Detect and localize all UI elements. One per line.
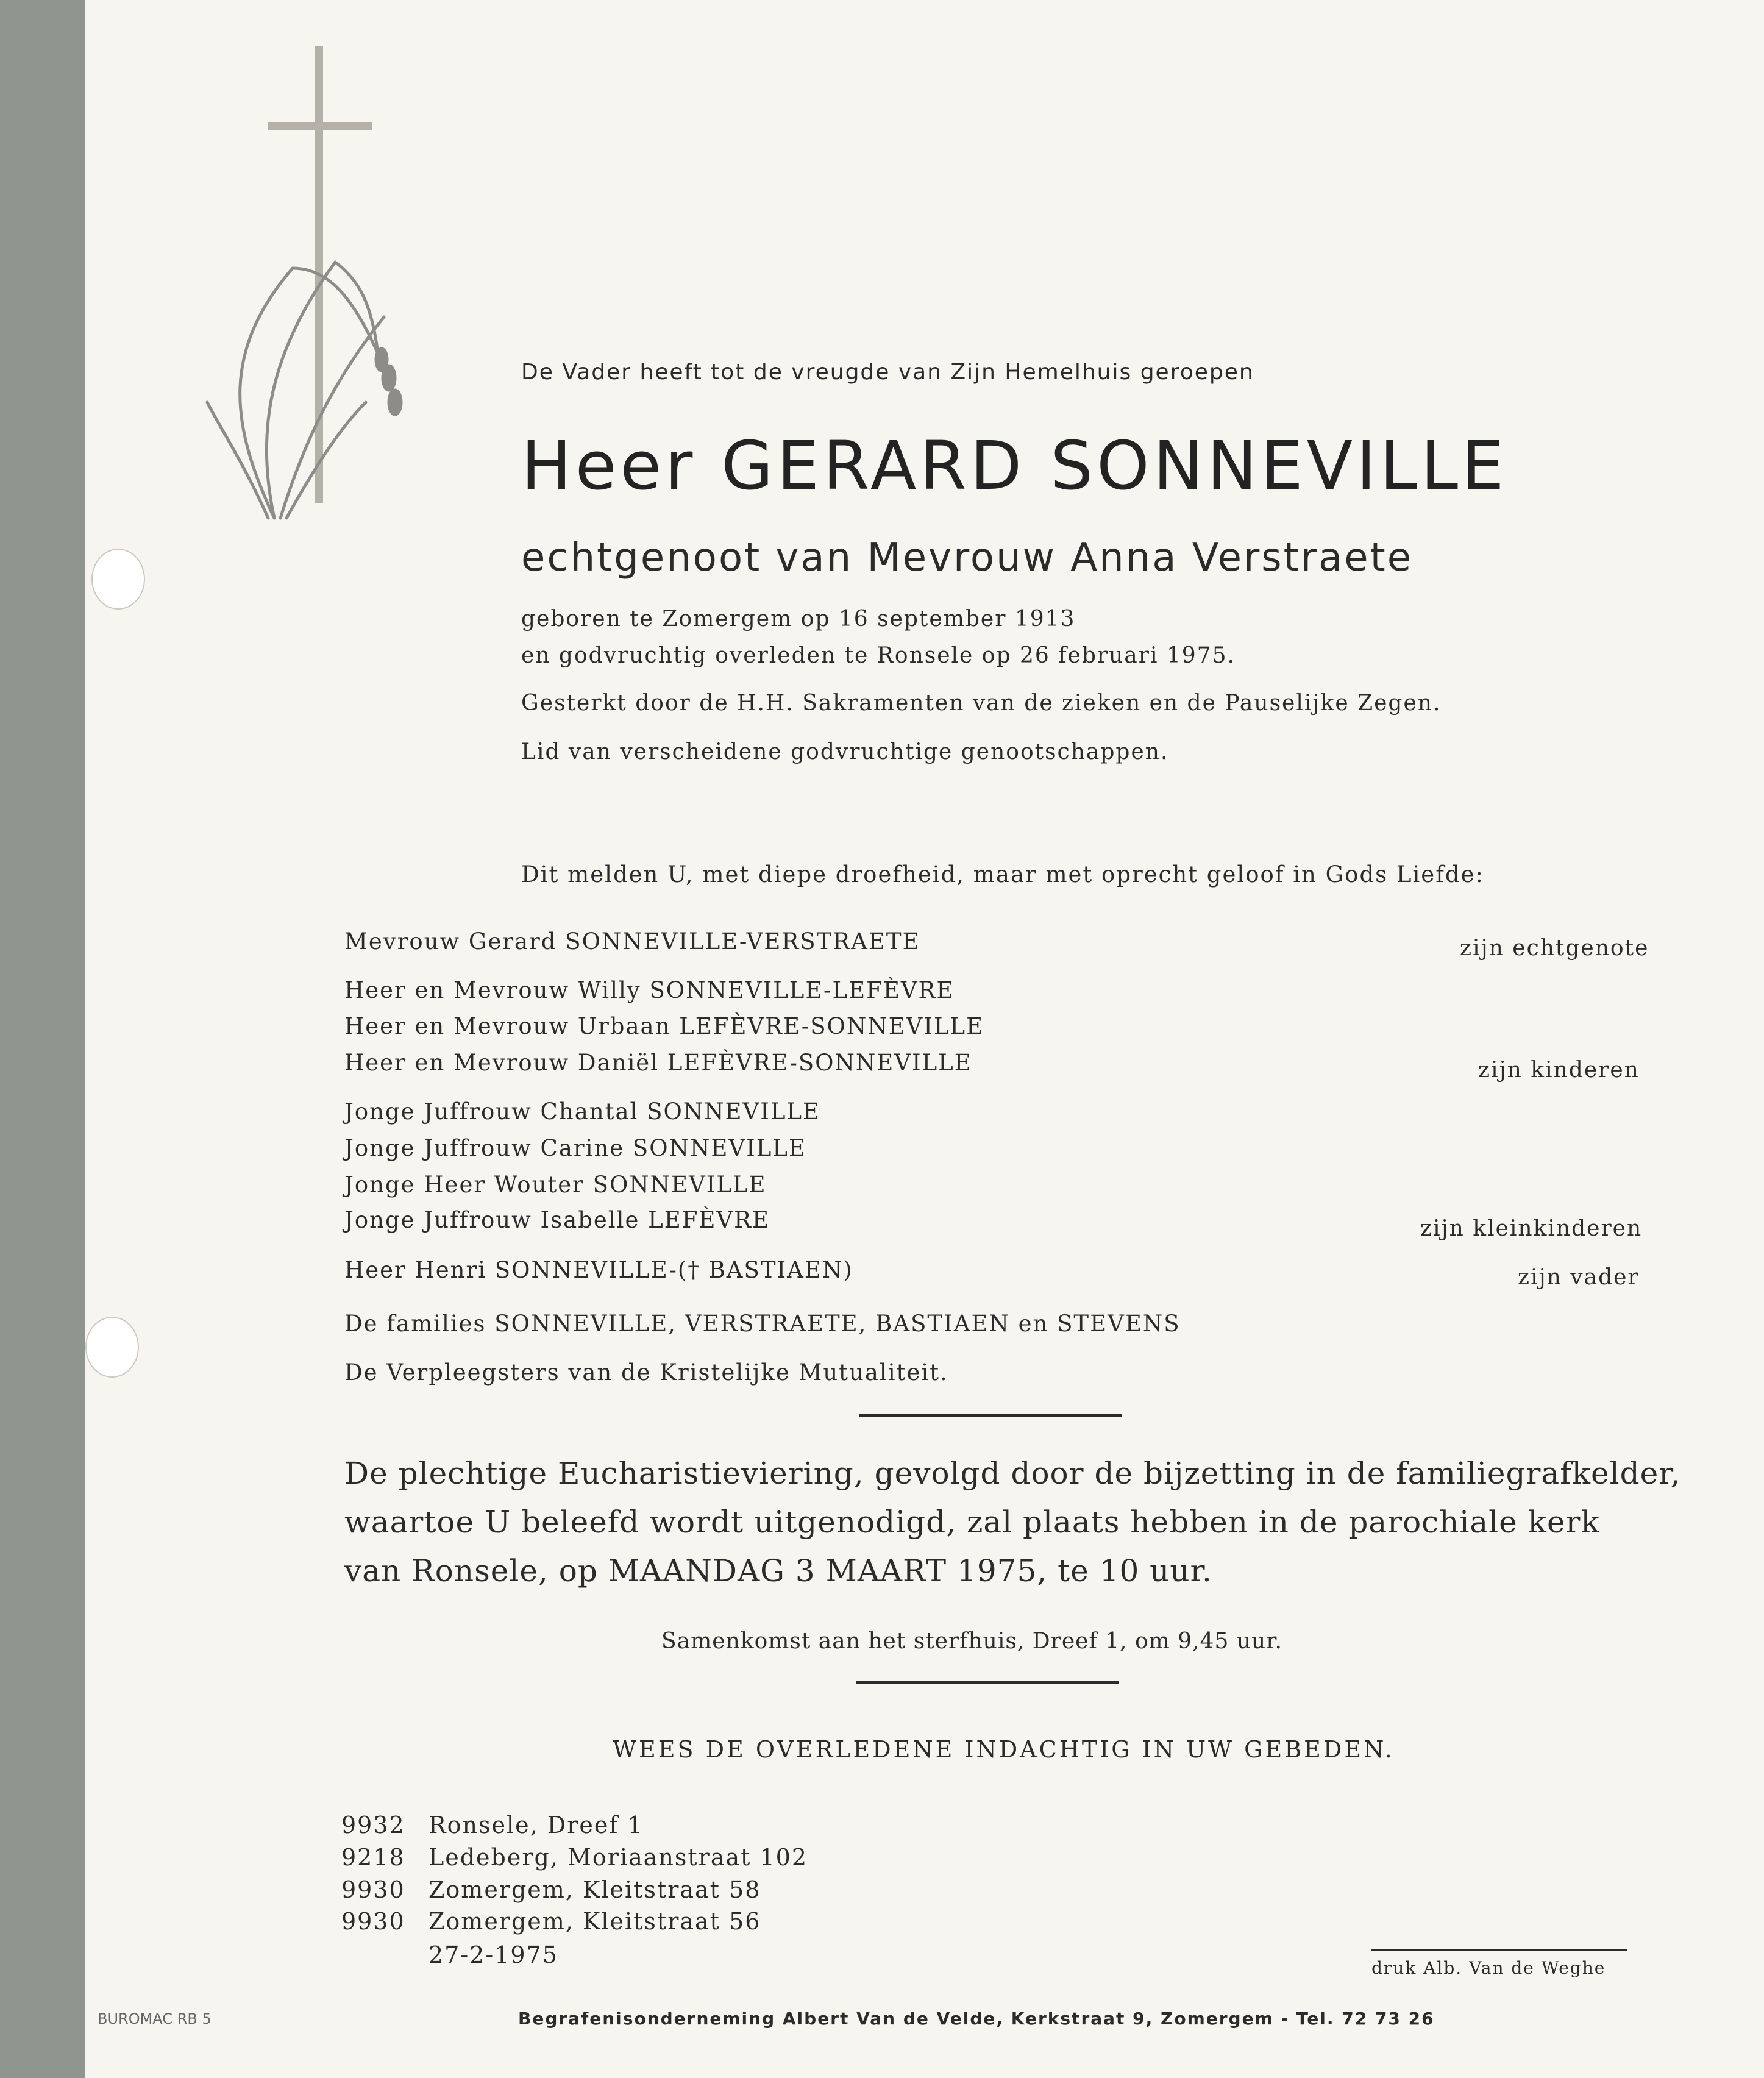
meeting-info: Samenkomst aan het sterfhuis, Dreef 1, om 9,45 uur. (661, 1629, 1282, 1654)
death-line: en godvruchtig overleden te Ronsele op 26 februari 1975. (521, 643, 1236, 668)
printer-credit: druk Alb. Van de Weghe (1371, 1958, 1606, 1978)
relation-label: zijn vader (1518, 1265, 1640, 1290)
relation-label: zijn echtgenote (1460, 936, 1649, 961)
printer-rule (1371, 1949, 1627, 1951)
mourner-line: Heer en Mevrouw Daniël LEFÈVRE-SONNEVILLE (344, 1050, 972, 1076)
side-band (0, 0, 85, 2078)
address-place: Zomergem, Kleitstraat 56 (429, 1908, 761, 1935)
address-code: 9932 (341, 1812, 405, 1838)
spouse-line: echtgenoot van Mevrouw Anna Verstraete (521, 535, 1414, 580)
address-code: 9218 (341, 1844, 405, 1871)
ceremony-line: van Ronsele, op MAANDAG 3 MAART 1975, te 10 uur. (344, 1553, 1212, 1589)
birth-line: geboren te Zomergem op 16 september 1913 (521, 607, 1076, 632)
remember-line: WEES DE OVERLEDENE INDACHTIG IN UW GEBEDEN. (613, 1736, 1395, 1763)
mourner-line: Jonge Juffrouw Isabelle LEFÈVRE (344, 1207, 770, 1233)
wheat-icon (207, 262, 401, 518)
notice-date: 27-2-1975 (429, 1941, 558, 1968)
divider (859, 1414, 1122, 1417)
mourner-line: Jonge Juffrouw Chantal SONNEVILLE (344, 1098, 821, 1125)
mourner-line: Heer Henri SONNEVILLE-(† BASTIAEN) (344, 1257, 853, 1283)
mourner-line: Heer en Mevrouw Willy SONNEVILLE-LEFÈVRE (344, 977, 955, 1003)
relation-label: zijn kleinkinderen (1420, 1216, 1643, 1241)
sacraments-line: Gesterkt door de H.H. Sakramenten van de zieken en de Pauselijke Zegen. (521, 691, 1442, 716)
address-place: Ledeberg, Moriaanstraat 102 (429, 1844, 808, 1871)
deceased-name: Heer GERARD SONNEVILLE (521, 427, 1508, 505)
punch-hole-bottom (85, 1317, 139, 1378)
mourner-line: Jonge Juffrouw Carine SONNEVILLE (344, 1135, 806, 1161)
relation-label: zijn kinderen (1478, 1058, 1640, 1083)
address-place: Ronsele, Dreef 1 (429, 1812, 644, 1838)
punch-hole-top (91, 549, 145, 610)
ceremony-line: waartoe U beleefd wordt uitgenodigd, zal plaats hebben in de parochiale kerk (344, 1504, 1600, 1540)
mourner-line: Heer en Mevrouw Urbaan LEFÈVRE-SONNEVILLE (344, 1013, 984, 1039)
ceremony-line: De plechtige Eucharistieviering, gevolgd door de bijzetting in de familiegrafkelder, (344, 1456, 1681, 1491)
announcement: Dit melden U, met diepe droefheid, maar met oprecht geloof in Gods Liefde: (521, 861, 1484, 888)
mourner-line: De families SONNEVILLE, VERSTRAETE, BASTIAEN en STEVENS (344, 1311, 1181, 1337)
mourner-line: De Verpleegsters van de Kristelijke Mutualiteit. (344, 1359, 948, 1386)
intro-text: De Vader heeft tot de vreugde van Zijn Hemelhuis geroepen (521, 360, 1254, 385)
address-code: 9930 (341, 1876, 405, 1903)
mourner-line: Jonge Heer Wouter SONNEVILLE (344, 1172, 767, 1198)
membership-line: Lid van verscheidene godvruchtige genootschappen. (521, 739, 1169, 764)
address-place: Zomergem, Kleitstraat 58 (429, 1876, 761, 1903)
divider (856, 1681, 1119, 1684)
address-code: 9930 (341, 1908, 405, 1935)
mourner-line: Mevrouw Gerard SONNEVILLE-VERSTRAETE (344, 928, 920, 955)
undertaker-footer: Begrafenisonderneming Albert Van de Velde, Kerkstraat 9, Zomergem - Tel. 72 73 26 (518, 2009, 1435, 2029)
form-code: BUROMAC RB 5 (98, 2010, 212, 2027)
cross-wheat-decoration (195, 37, 439, 539)
